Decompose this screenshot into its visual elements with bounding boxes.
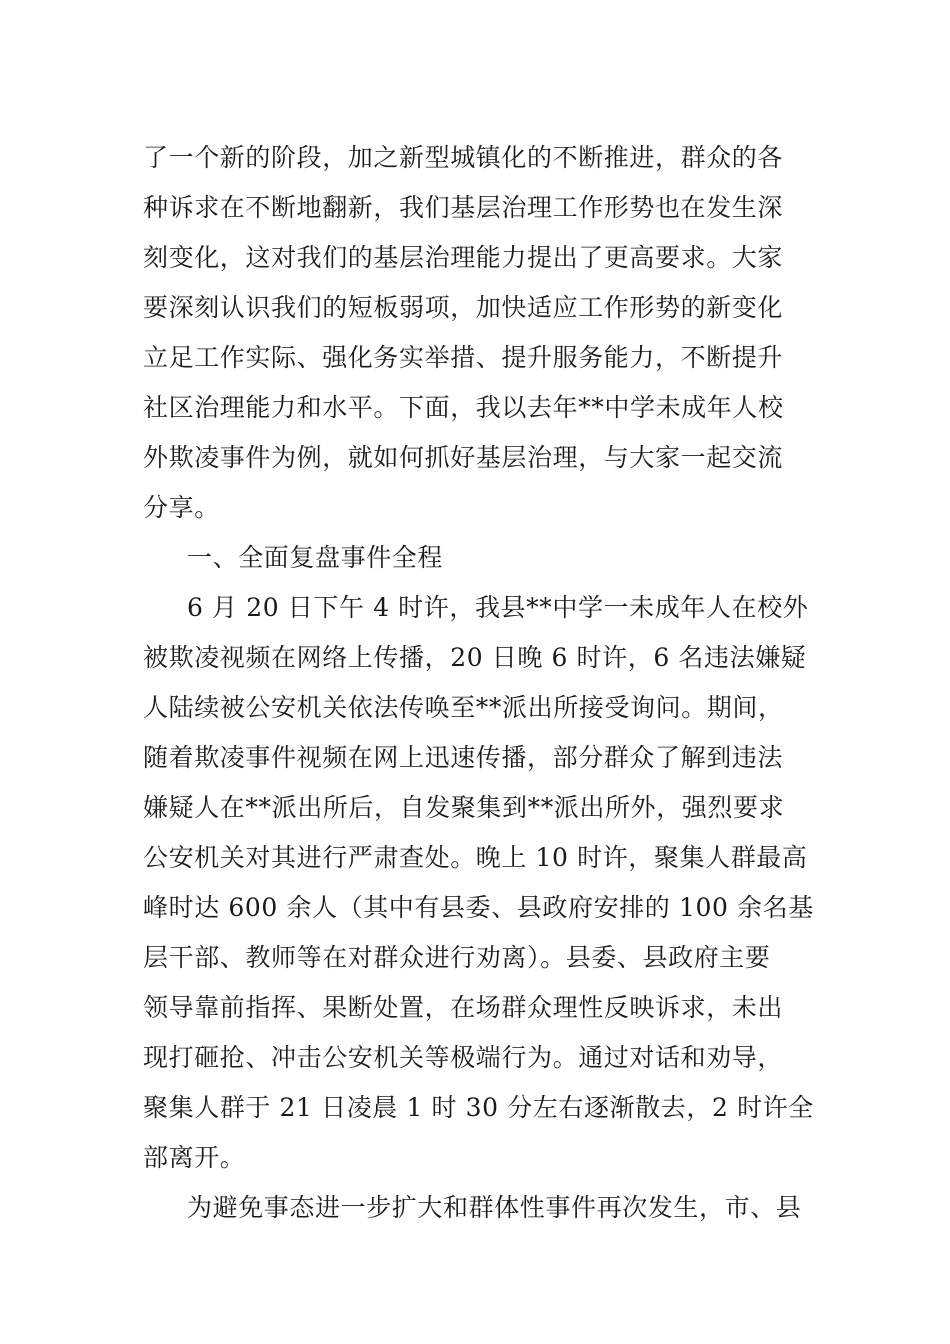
text-line: 社区治理能力和水平。下面，我以去年**中学未成年人校 bbox=[143, 393, 784, 422]
text-line: 领导靠前指挥、果断处置，在场群众理性反映诉求，未出 bbox=[143, 993, 784, 1022]
text-line: 嫌疑人在**派出所后，自发聚集到**派出所外，强烈要求 bbox=[143, 793, 785, 822]
text-line: 分享。 bbox=[143, 493, 220, 522]
text-line: 公安机关对其进行严肃查处。晚上 10 时许，聚集人群最高 bbox=[143, 843, 808, 872]
text-line: 刻变化，这对我们的基层治理能力提出了更高要求。大家 bbox=[143, 243, 784, 272]
paragraph bbox=[143, 583, 814, 1183]
text-line: 现打砸抢、冲击公安机关等极端行为。通过对话和劝导， bbox=[143, 1043, 784, 1072]
text-line: 人陆续被公安机关依法传唤至**派出所接受询问。期间， bbox=[143, 693, 784, 722]
section-heading bbox=[143, 533, 808, 583]
text-line: 层干部、教师等在对群众进行劝离）。县委、县政府主要 bbox=[143, 943, 771, 972]
text-line: 随着欺凌事件视频在网上迅速传播，部分群众了解到违法 bbox=[143, 743, 784, 772]
text-line: 了一个新的阶段，加之新型城镇化的不断推进，群众的各 bbox=[143, 143, 784, 172]
text-line: 为避免事态进一步扩大和群体性事件再次发生，市、县 bbox=[187, 1193, 802, 1222]
text-line: 聚集人群于 21 日凌晨 1 时 30 分左右逐渐散去，2 时许全 bbox=[143, 1093, 814, 1122]
text-line: 被欺凌视频在网络上传播，20 日晚 6 时许，6 名违法嫌疑 bbox=[143, 643, 807, 672]
document-body bbox=[143, 133, 814, 1233]
heading-text: 一、全面复盘事件全程 bbox=[187, 543, 444, 572]
text-line: 立足工作实际、强化务实举措、提升服务能力，不断提升 bbox=[143, 343, 784, 372]
paragraph bbox=[143, 1183, 808, 1233]
paragraph bbox=[143, 133, 808, 533]
text-line: 外欺凌事件为例，就如何抓好基层治理，与大家一起交流 bbox=[143, 443, 784, 472]
text-line: 6 月 20 日下午 4 时许，我县**中学一未成年人在校外 bbox=[187, 593, 809, 622]
text-line: 峰时达 600 余人（其中有县委、县政府安排的 100 余名基 bbox=[143, 893, 814, 922]
text-line: 种诉求在不断地翻新，我们基层治理工作形势也在发生深 bbox=[143, 193, 784, 222]
text-line: 部离开。 bbox=[143, 1143, 246, 1172]
text-line: 要深刻认识我们的短板弱项，加快适应工作形势的新变化 bbox=[143, 293, 784, 322]
